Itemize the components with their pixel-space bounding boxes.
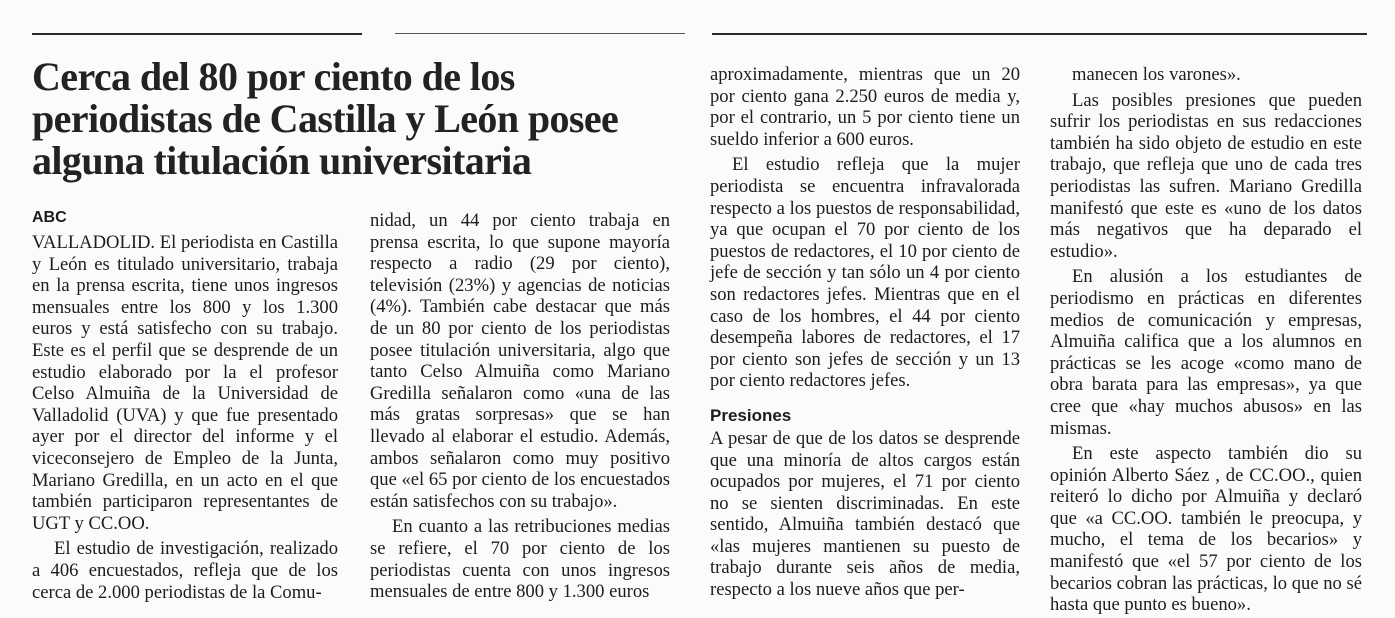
paragraph: En alusión a los estudiantes de periodismo en prácticas en diferentes medios de comunicación y empresas, Almuiña califica que a los alumnos en prácticas se les acoge «como mano de obra barata para las empresas», ya que cree que «hay muchos abusos» en las mismas. (1050, 266, 1362, 439)
paragraph: El estudio refleja que la mujer periodista se encuentra infravalorada respecto a los puestos de responsabilidad, ya que ocupan el 70 por ciento de los puestos de redactores, el 10 por ciento de jefe de sección y tan sólo un 4 por ciento son redactores jefes. Mientras que en el caso de los hombres, el 44 por ciento desempeña labores de redactores, el 17 por ciento son jefes de sección y un 13 por ciento redactores jefes. (710, 154, 1020, 392)
paragraph: VALLADOLID. El periodista en Castilla y León es titulado universitario, trabaja en la prensa escrita, tiene unos ingresos mensuales entre los 800 y los 1.300 euros y está satisfecho con su trabajo. Este es el perfil que se desprende de un estudio elaborado por la el profesor Celso Almuiña de la Universidad de Valladolid (UVA) y que fue presentado ayer por el director del informe y el viceconsejero de Empleo de la Junta, Mariano Gredilla, en un acto en el que también participaron representantes de UGT y CC.OO. (32, 232, 338, 534)
paragraph: En cuanto a las retribuciones medias se refiere, el 70 por ciento de los periodistas cuenta con unos ingresos mensuales de entre 800 y 1.300 euros (370, 516, 670, 603)
section-subhead: Presiones (710, 405, 792, 425)
paragraph: El estudio de investigación, realizado a 406 encuestados, refleja que de los cerca de 2.000 periodistas de la Comu- (32, 538, 338, 603)
column-4 (1050, 64, 1362, 616)
top-rule-mid (395, 33, 685, 34)
top-rule-right (712, 33, 1367, 35)
column-2 (370, 210, 670, 603)
top-rule-left (32, 33, 362, 35)
paragraph: nidad, un 44 por ciento trabaja en prensa escrita, lo que supone mayoría respecto a radio (29 por ciento), televisión (23%) y agencias de noticias (4%). También cabe destacar que más de un 80 por ciento de los periodistas posee titulación universitaria, algo que tanto Celso Almuiña como Mariano Gredilla señalaron como «una de las más gratas sorpresas» que se han llevado al elaborar el estudio. Además, ambos señalaron como muy positivo que «el 65 por ciento de los encuestados están satisfechos con su trabajo». (370, 210, 670, 512)
column-1 (32, 232, 338, 603)
paragraph: En este aspecto también dio su opinión Alberto Sáez , de CC.OO., quien reiteró lo dicho por Almuiña y declaró que «a CC.OO. también le preocupa, y mucho, el tema de los becarios» y manifestó que «el 57 por ciento de los becarios cobran las prácticas, lo que no sé hasta que punto es bueno». (1050, 443, 1362, 616)
article-headline: Cerca del 80 por ciento de los periodistas de Castilla y León posee alguna titulación universitaria (32, 54, 619, 183)
paragraph: manecen los varones». (1072, 64, 1241, 85)
paragraph: aproximadamente, mientras que un 20 por ciento gana 2.250 euros de media y, por el contrario, un 5 por ciento tiene un sueldo inferior a 600 euros. (710, 64, 1020, 150)
paragraph: Las posibles presiones que pueden sufrir los periodistas en sus redacciones también ha sido objeto de estudio en este trabajo, que refleja que uno de cada tres periodistas las sufren. Mariano Gredilla manifestó que este es «uno de los datos más negativos que ha deparado el estudio». (1050, 89, 1362, 262)
paragraph: A pesar de que de los datos se desprende que una minoría de altos cargos están ocupados por mujeres, el 71 por ciento no se sienten discriminadas. En este sentido, Almuiña también destacó que «las mujeres mantienen su puesto de trabajo durante seis años de media, respecto a los nueve años que per- (710, 427, 1020, 601)
column-3 (710, 64, 1020, 601)
source-byline: ABC (32, 209, 67, 226)
